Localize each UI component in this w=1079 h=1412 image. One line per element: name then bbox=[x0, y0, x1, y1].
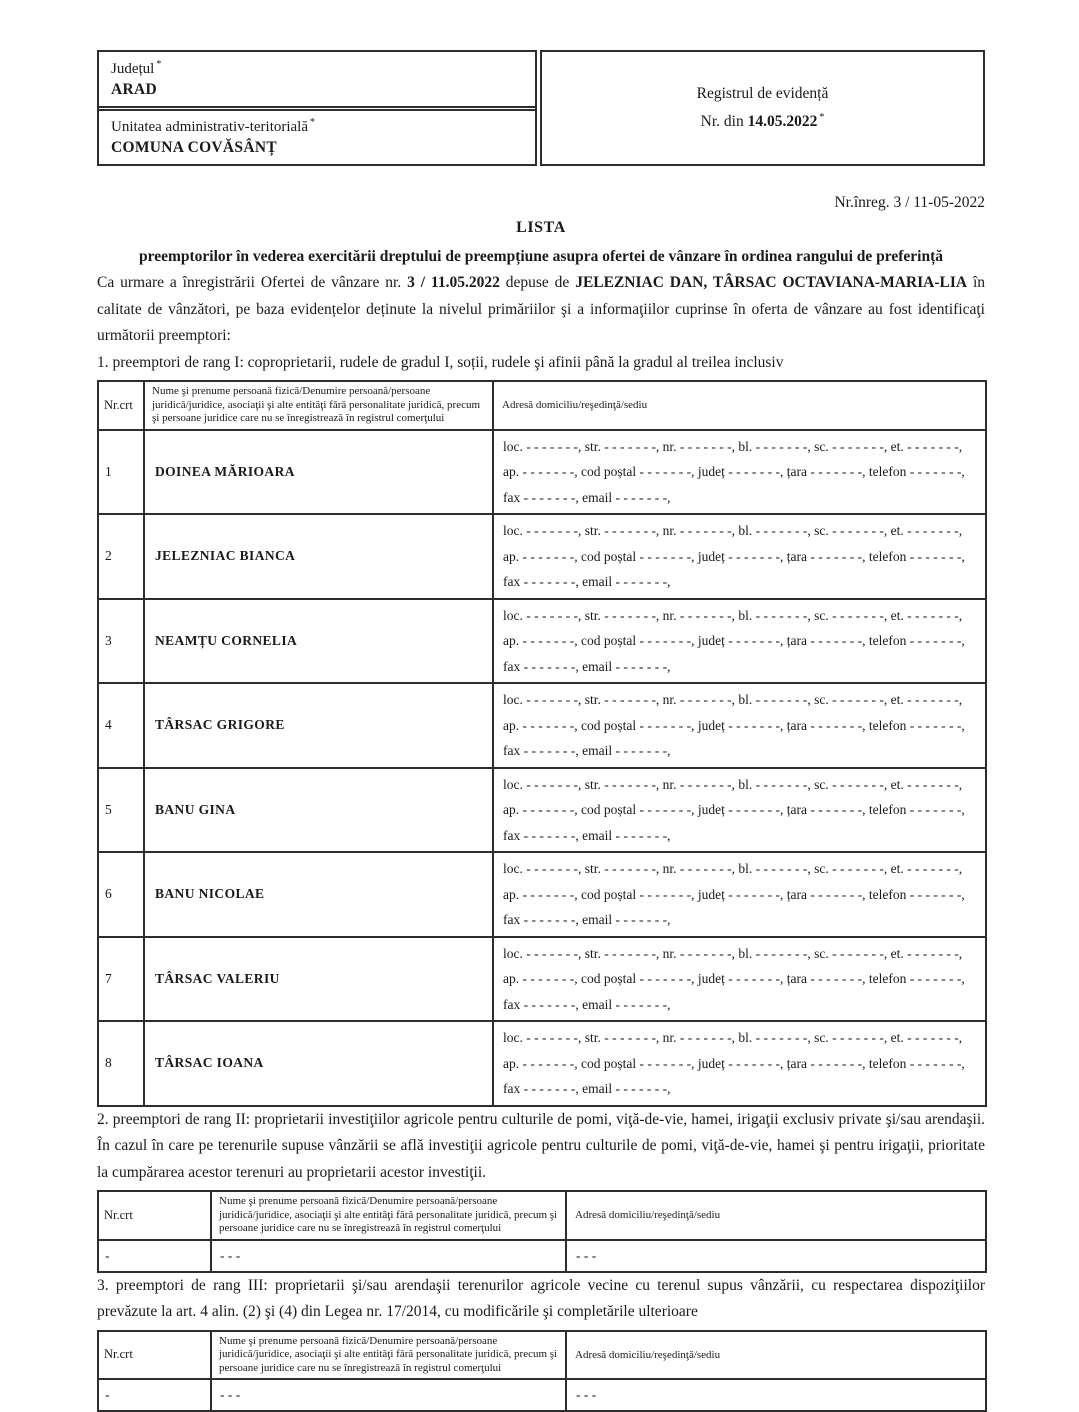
cell-name: TÂRSAC GRIGORE bbox=[144, 683, 493, 768]
column-header-nr: Nr.crt bbox=[98, 381, 144, 430]
column-header-nr: Nr.crt bbox=[98, 1191, 211, 1240]
cell-address: - - - bbox=[566, 1379, 986, 1411]
column-header-nr: Nr.crt bbox=[98, 1331, 211, 1380]
table-row bbox=[98, 937, 986, 1022]
intro-text: Ca urmare a înregistrării Ofertei de vânzare nr. bbox=[97, 274, 407, 291]
column-header-address: Adresă domiciliu/reşedinţă/sediu bbox=[493, 381, 986, 430]
table-row bbox=[98, 599, 986, 684]
cell-nr: 3 bbox=[98, 599, 144, 684]
required-asterisk: * bbox=[819, 112, 824, 123]
cell-name: BANU GINA bbox=[144, 768, 493, 853]
table-row bbox=[98, 514, 986, 599]
cell-address: loc. - - - - - - -, str. - - - - - - -, nr. - - - - - - -, bl. - - - - - - -, sc. - - - - - - -, et. - - - - - - -, ap. - - - - - - -, cod poștal - - - - - - -, județ - - - - - - -, țara - - - - - - -, telefon - - - - - - -, fax - - - - - - -, email - - - - - - -, bbox=[493, 768, 986, 853]
cell-nr: - bbox=[98, 1240, 211, 1272]
table-row bbox=[98, 683, 986, 768]
county-cell bbox=[99, 52, 535, 108]
authority-box bbox=[97, 50, 537, 166]
rank2-heading: 2. preemptori de rang II: proprietarii investiţiilor agricole pentru culturile de pomi, viţă-de-vie, hamei, irigaţii exclusiv private şi/sau arendaşii. În cazul în care pe terenurile supuse vânzării se află investiţii agricole pentru culturile de pomi, viţă-de-vie, hamei şi pentru irigaţii, prioritate la cumpărarea acestor terenuri au proprietarii acestor investiţii. bbox=[97, 1107, 985, 1187]
cell-address: loc. - - - - - - -, str. - - - - - - -, nr. - - - - - - -, bl. - - - - - - -, sc. - - - - - - -, et. - - - - - - -, ap. - - - - - - -, cod poștal - - - - - - -, județ - - - - - - -, țara - - - - - - -, telefon - - - - - - -, fax - - - - - - -, email - - - - - - -, bbox=[493, 514, 986, 599]
cell-nr: 4 bbox=[98, 683, 144, 768]
column-header-address: Adresă domiciliu/reşedinţă/sediu bbox=[566, 1191, 986, 1240]
document-subtitle: preemptorilor în vederea exercitării dreptului de preempțiune asupra ofertei de vânzare în ordinea rangului de preferință bbox=[97, 243, 985, 270]
rank1-heading: 1. preemptori de rang I: coproprietarii, rudele de gradul I, soții, rudele şi afinii până la gradul al treilea inclusiv bbox=[97, 350, 985, 377]
rank1-table bbox=[97, 380, 987, 1107]
cell-name: TÂRSAC IOANA bbox=[144, 1021, 493, 1106]
registry-box bbox=[540, 50, 985, 166]
cell-name: TÂRSAC VALERIU bbox=[144, 937, 493, 1022]
cell-address: loc. - - - - - - -, str. - - - - - - -, nr. - - - - - - -, bl. - - - - - - -, sc. - - - - - - -, et. - - - - - - -, ap. - - - - - - -, cod poștal - - - - - - -, județ - - - - - - -, țara - - - - - - -, telefon - - - - - - -, fax - - - - - - -, email - - - - - - -, bbox=[493, 599, 986, 684]
table-row bbox=[98, 1240, 986, 1272]
rank2-table bbox=[97, 1190, 987, 1273]
table-header-row bbox=[98, 1331, 986, 1380]
cell-address: loc. - - - - - - -, str. - - - - - - -, nr. - - - - - - -, bl. - - - - - - -, sc. - - - - - - -, et. - - - - - - -, ap. - - - - - - -, cod poștal - - - - - - -, județ - - - - - - -, țara - - - - - - -, telefon - - - - - - -, fax - - - - - - -, email - - - - - - -, bbox=[493, 1021, 986, 1106]
uat-label: Unitatea administrativ-teritorială * bbox=[111, 117, 523, 136]
cell-address: - - - bbox=[566, 1240, 986, 1272]
county-value: ARAD bbox=[111, 81, 523, 99]
cell-nr: 6 bbox=[98, 852, 144, 937]
table-row bbox=[98, 1021, 986, 1106]
table-header-row bbox=[98, 381, 986, 430]
county-label: Județul * bbox=[111, 59, 523, 78]
table-row bbox=[98, 1379, 986, 1411]
table-header-row bbox=[98, 1191, 986, 1240]
table-row bbox=[98, 852, 986, 937]
uat-cell bbox=[99, 109, 535, 165]
intro-paragraph bbox=[97, 270, 985, 350]
table-row bbox=[98, 768, 986, 853]
cell-nr: 1 bbox=[98, 430, 144, 515]
cell-name: BANU NICOLAE bbox=[144, 852, 493, 937]
cell-nr: 2 bbox=[98, 514, 144, 599]
column-header-name: Nume şi prenume persoană fizică/Denumire persoană/persoane juridică/juridice, asociaţii şi alte entităţi fără personalitate juridică, precum şi persoane juridice care nu se înregistrează în registrul comerţului bbox=[144, 381, 493, 430]
cell-name: DOINEA MĂRIOARA bbox=[144, 430, 493, 515]
cell-name: NEAMȚU CORNELIA bbox=[144, 599, 493, 684]
column-header-name: Nume şi prenume persoană fizică/Denumire persoană/persoane juridică/juridice, asociaţii şi alte entităţi fără personalitate juridică, precum şi persoane juridice care nu se înregistrează în registrul comerţului bbox=[211, 1191, 566, 1240]
column-header-address: Adresă domiciliu/reşedinţă/sediu bbox=[566, 1331, 986, 1380]
table-row bbox=[98, 430, 986, 515]
rank3-heading: 3. preemptori de rang III: proprietarii şi/sau arendaşii terenurilor agricole vecine cu terenul supus vânzării, cu respectarea dispoziţiilor prevăzute la art. 4 alin. (2) şi (4) din Legea nr. 17/2014, cu modificările şi completările ulterioare bbox=[97, 1273, 985, 1326]
cell-nr: - bbox=[98, 1379, 211, 1411]
registry-label: Registrul de evidență bbox=[697, 85, 829, 103]
cell-nr: 5 bbox=[98, 768, 144, 853]
document-title: LISTA bbox=[97, 219, 985, 237]
intro-text: în calitate de vânzători, pe baza evidențelor deținute la nivelul primăriilor şi a informaţiilor cuprinse în oferta de vânzare au fost identificaţi următorii preemptori: bbox=[97, 274, 985, 344]
registry-number: Nr. din 14.05.2022 * bbox=[701, 112, 825, 131]
cell-name: - - - bbox=[211, 1379, 566, 1411]
uat-value: COMUNA COVĂSÂNȚ bbox=[111, 139, 523, 157]
registration-number-line: Nr.înreg. 3 / 11-05-2022 bbox=[97, 194, 985, 212]
registry-date: 14.05.2022 bbox=[748, 113, 818, 130]
cell-name: JELEZNIAC BIANCA bbox=[144, 514, 493, 599]
column-header-name: Nume şi prenume persoană fizică/Denumire persoană/persoane juridică/juridice, asociaţii şi alte entităţi fără personalitate juridică, precum şi persoane juridice care nu se înregistrează în registrul comerţului bbox=[211, 1331, 566, 1380]
header-boxes bbox=[97, 50, 985, 166]
required-asterisk: * bbox=[310, 117, 315, 128]
cell-nr: 8 bbox=[98, 1021, 144, 1106]
cell-name: - - - bbox=[211, 1240, 566, 1272]
cell-address: loc. - - - - - - -, str. - - - - - - -, nr. - - - - - - -, bl. - - - - - - -, sc. - - - - - - -, et. - - - - - - -, ap. - - - - - - -, cod poștal - - - - - - -, județ - - - - - - -, țara - - - - - - -, telefon - - - - - - -, fax - - - - - - -, email - - - - - - -, bbox=[493, 852, 986, 937]
sellers-names: JELEZNIAC DAN, TÂRSAC OCTAVIANA-MARIA-LIA bbox=[575, 274, 967, 291]
cell-nr: 7 bbox=[98, 937, 144, 1022]
cell-address: loc. - - - - - - -, str. - - - - - - -, nr. - - - - - - -, bl. - - - - - - -, sc. - - - - - - -, et. - - - - - - -, ap. - - - - - - -, cod poștal - - - - - - -, județ - - - - - - -, țara - - - - - - -, telefon - - - - - - -, fax - - - - - - -, email - - - - - - -, bbox=[493, 683, 986, 768]
required-asterisk: * bbox=[156, 59, 161, 70]
offer-reference: 3 / 11.05.2022 bbox=[407, 274, 500, 291]
intro-text: depuse de bbox=[500, 274, 575, 291]
cell-address: loc. - - - - - - -, str. - - - - - - -, nr. - - - - - - -, bl. - - - - - - -, sc. - - - - - - -, et. - - - - - - -, ap. - - - - - - -, cod poștal - - - - - - -, județ - - - - - - -, țara - - - - - - -, telefon - - - - - - -, fax - - - - - - -, email - - - - - - -, bbox=[493, 937, 986, 1022]
cell-address: loc. - - - - - - -, str. - - - - - - -, nr. - - - - - - -, bl. - - - - - - -, sc. - - - - - - -, et. - - - - - - -, ap. - - - - - - -, cod poștal - - - - - - -, județ - - - - - - -, țara - - - - - - -, telefon - - - - - - -, fax - - - - - - -, email - - - - - - -, bbox=[493, 430, 986, 515]
